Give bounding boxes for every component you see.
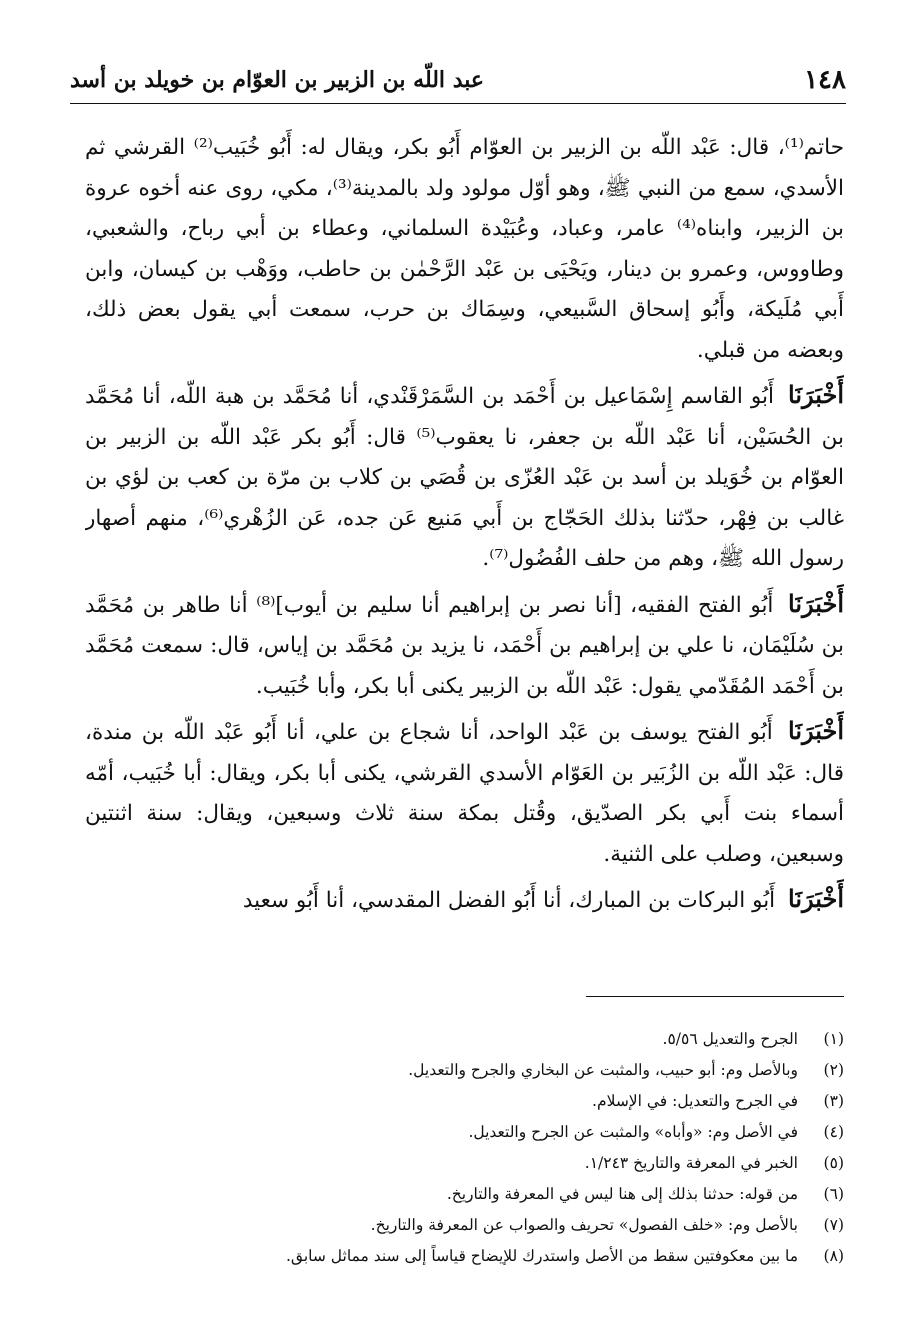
footnote-text: وبالأصل وم: أبو حبيب، والمثبت عن البخاري والجرح والتعديل. [408, 1061, 798, 1079]
paragraph-text: أَبُو الفتح يوسف بن عَبْد الواحد، أنا شجاع بن علي، أنا أَبُو عَبْد اللّه بن مندة، قال: عَبْد اللّه بن الزُبَير بن العَوّام الأسدي القرشي، يكنى أبا بكر، ويقال: أبا خُبَيب، أمّه أسماء بنت أَبي بكر الصدّيق، وقُتل بمكة سنة ثلاث وسبعين، ويقال: سنة اثنتين وسبعين، وصلب على الثنية. [85, 720, 844, 867]
footnote-text: في الجرح والتعديل: في الإسلام. [592, 1092, 798, 1110]
paragraph-lead-word: أَخْبَرَنَا [788, 716, 844, 745]
paragraph [85, 128, 844, 371]
footnote-number: (٣) [823, 1092, 844, 1110]
footnote [85, 1210, 844, 1241]
footnote [85, 1086, 844, 1117]
footnote-text: من قوله: حدثنا بذلك إلى هنا ليس في المعرفة والتاريخ. [446, 1185, 798, 1203]
footnote [85, 1148, 844, 1179]
page-number: ١٤٨ [804, 65, 846, 95]
footnote [85, 1117, 844, 1148]
main-text [85, 128, 844, 948]
footnote-number: (٢) [823, 1061, 844, 1079]
running-title: عبد اللّه بن الزبير بن العوّام بن خويلد بن أسد [70, 67, 485, 93]
paragraph-lead-word: أَخْبَرَنَا [788, 884, 844, 913]
footnote-text: في الأصل وم: «وأباه» والمثبت عن الجرح والتعديل. [468, 1123, 798, 1141]
paragraph-text: حاتم⁽¹⁾، قال: عَبْد اللّه بن الزبير بن العوّام أَبُو بكر، ويقال له: أَبُو خُبَيب⁽²⁾ القرشي ثم الأسدي، سمع من النبي ﷺ، وهو أوّل مولود ولد بالمدينة⁽³⁾، مكي، روى عنه أخوه عروة بن الزبير، وابناه⁽⁴⁾ عامر، وعباد، وعُبَيْدة السلماني، وعطاء بن أبي رباح، والشعبي، وطاووس، وعمرو بن دينار، ويَحْيَى بن عَبْد الرَّحْمٰن بن حاطب، ووَهْب بن كيسان، وابن أَبي مُلَيكة، وأَبُو إسحاق السَّبيعي، وسِمَاك بن حرب، سمعت أبي يقول بعض ذلك، وبعضه من قبلي. [85, 135, 844, 363]
footnote-number: (٧) [823, 1216, 844, 1234]
footnote [85, 1241, 844, 1272]
footnote-text: الجرح والتعديل ٥/٥٦. [662, 1030, 798, 1048]
paragraph-lead-word: أَخْبَرَنَا [788, 380, 844, 409]
footnote [85, 1179, 844, 1210]
paragraph-text: أَبُو البركات بن المبارك، أنا أَبُو الفضل المقدسي، أنا أَبُو سعيد [242, 888, 776, 913]
paragraph [85, 711, 844, 875]
footnote-number: (٦) [823, 1185, 844, 1203]
paragraph [85, 584, 844, 708]
footnote-text: ما بين معكوفتين سقط من الأصل واستدرك للإيضاح قياساً إلى سند مماثل سابق. [285, 1247, 798, 1265]
paragraph [85, 375, 844, 580]
header-divider [70, 103, 846, 104]
footnote-text: بالأصل وم: «خلف الفصول» تحريف والصواب عن المعرفة والتاريخ. [370, 1216, 798, 1234]
footnote-number: (١) [823, 1030, 844, 1048]
paragraph-lead-word: أَخْبَرَنَا [788, 588, 844, 618]
footnote-divider [586, 996, 844, 997]
paragraph-text: أَبُو القاسم إِسْمَاعيل بن أَحْمَد بن السَّمَرْقَنْدي، أنا مُحَمَّد بن هبة اللّه، أنا مُحَمَّد بن الحُسَيْن، أنا عَبْد اللّه بن جعفر، نا يعقوب⁽⁵⁾ قال: أَبُو بكر عَبْد اللّه بن الزبير بن العوّام بن خُوَيلد بن أسد بن عَبْد العُزّى بن قُصَي بن كلاب بن مرّة بن كعب بن لؤي بن غالب بن فِهْر، حدّثنا بذلك الحَجّاج بن أَبي مَنيع عَن جده، عَن الزُهْري⁽⁶⁾، منهم أصهار رسول الله ﷺ، وهم من حلف الفُضُول⁽⁷⁾. [85, 384, 844, 571]
footnote-text: الخبر في المعرفة والتاريخ ١/٢٤٣. [584, 1154, 798, 1172]
footnotes-list [85, 1024, 844, 1294]
footnote [85, 1055, 844, 1086]
footnote [85, 1024, 844, 1055]
paragraph-text: أَبُو الفتح الفقيه، [أنا نصر بن إبراهيم أنا سليم بن أيوب]⁽⁸⁾ أنا طاهر بن مُحَمَّد بن سُلَيْمَان، نا علي بن إبراهيم بن أَحْمَد، نا يزيد بن مُحَمَّد بن إياس، قال: سمعت مُحَمَّد بن أَحْمَد المُقَدّمي يقول: عَبْد اللّه بن الزبير يكنى أبا بكر، وأبا خُبَيب. [85, 592, 844, 699]
page-header [70, 60, 846, 100]
footnote-number: (٥) [823, 1154, 844, 1172]
footnote-number: (٤) [823, 1123, 844, 1141]
footnote-number: (٨) [823, 1247, 844, 1265]
paragraph [85, 879, 844, 922]
